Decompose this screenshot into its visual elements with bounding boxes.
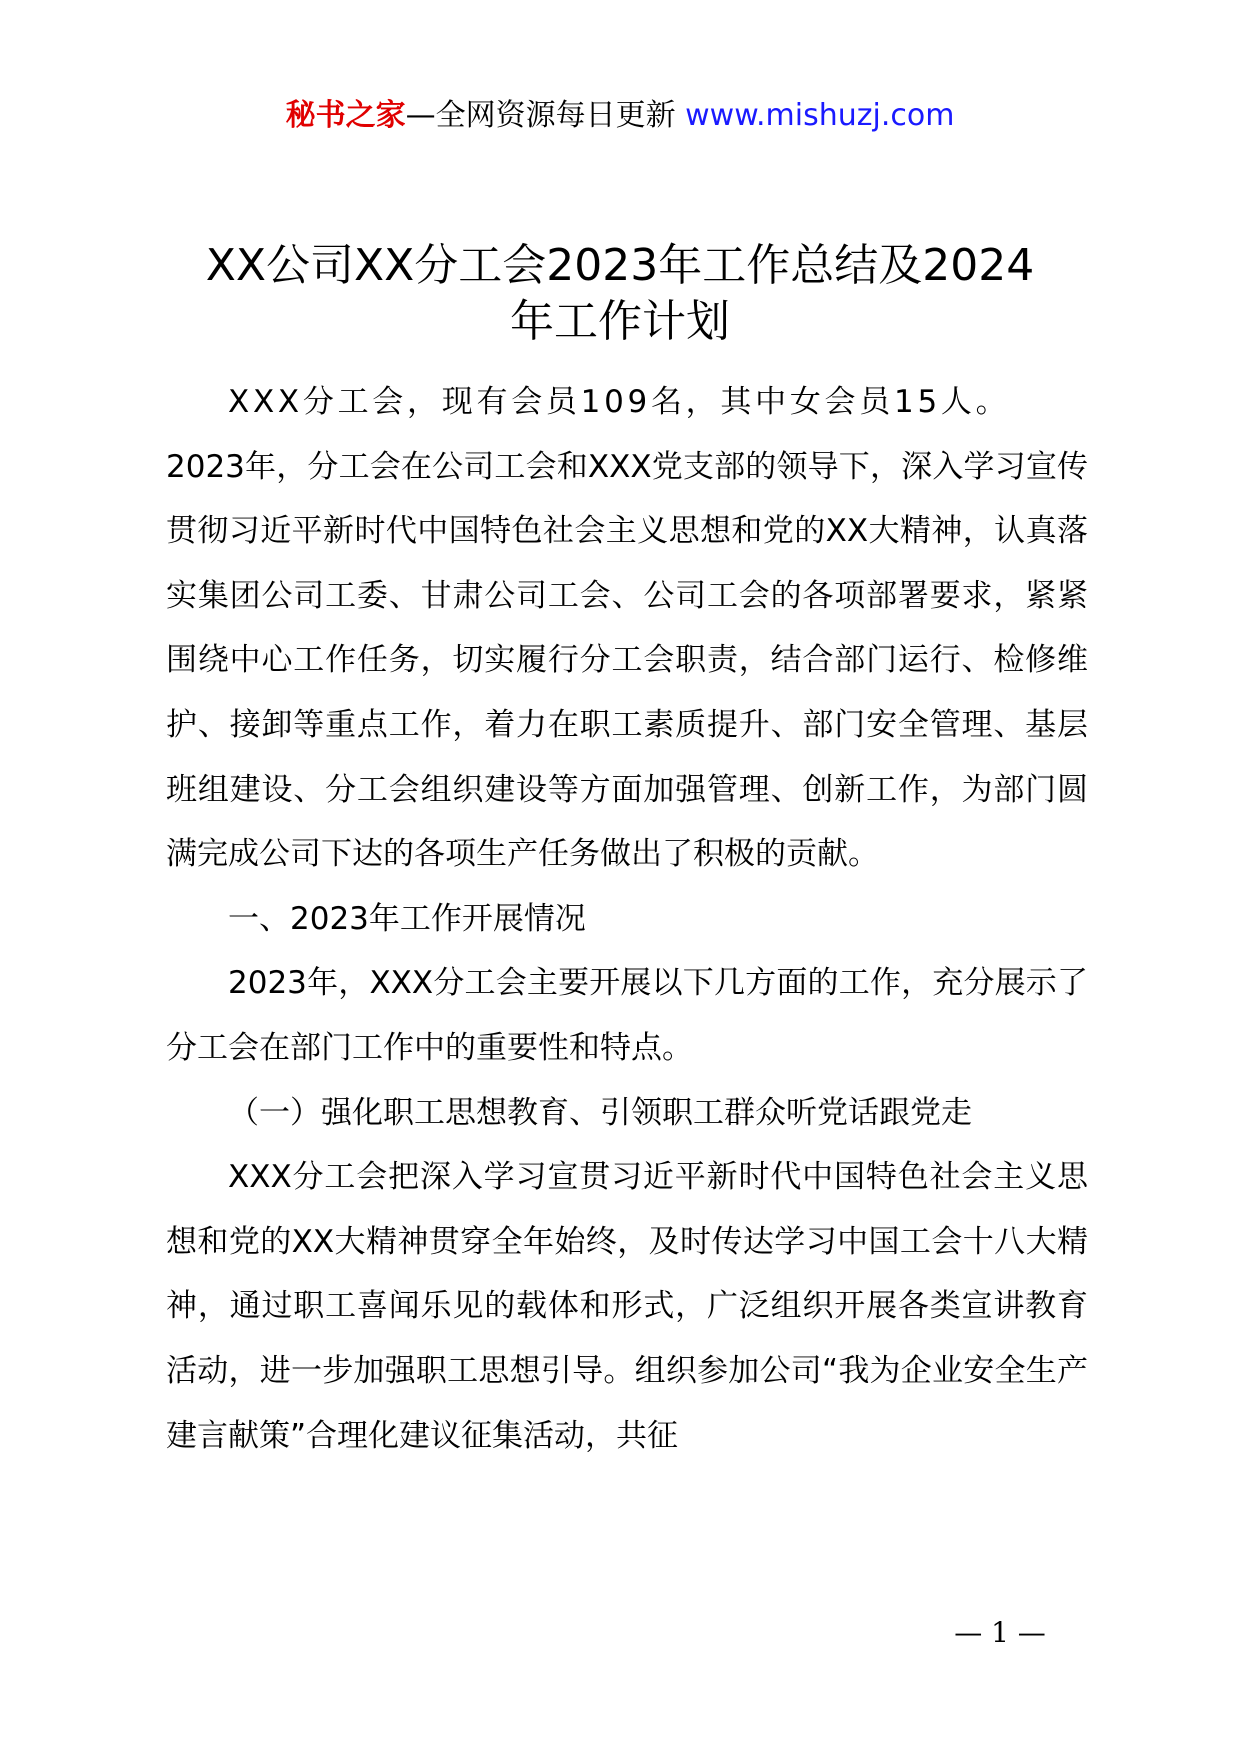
site-header [0,96,1240,136]
intro-first-line: XXX分工会，现有会员109名，其中女会员15人。 [228,384,1011,420]
document-body [166,370,1088,1468]
intro-paragraph: 2023年，分工会在公司工会和XXX党支部的领导下，深入学习宣传贯彻习近平新时代中国特色社会主义思想和党的XX大精神，认真落实集团公司工委、甘肃公司工会、公司工会的各项部署要求，紧紧围绕中心工作任务，切实履行分工会职责，结合部门运行、检修维护、接卸等重点工作，着力在职工素质提升、部门安全管理、基层班组建设、分工会组织建设等方面加强管理、创新工作，为部门圆满完成公司下达的各项生产任务做出了积极的贡献。 [166,448,1088,873]
title-line-2: 年工作计划 [510,296,730,347]
section-1-paragraph: 2023年，XXX分工会主要开展以下几方面的工作，充分展示了分工会在部门工作中的重要性和特点。 [166,965,1088,1066]
subsection-1-heading: （一）强化职工思想教育、引领职工群众听党话跟党走 [228,1094,972,1131]
subsection-1-paragraph: XXX分工会把深入学习宣贯习近平新时代中国特色社会主义思想和党的XX大精神贯穿全年始终，及时传达学习中国工会十八大精神，通过职工喜闻乐见的载体和形式，广泛组织开展各类宣讲教育活动，进一步加强职工思想引导。组织参加公司“我为企业安全生产建言献策”合理化建议征集活动，共征 [166,1159,1088,1454]
header-slogan: —全网资源每日更新 [405,98,676,133]
document-title [150,238,1090,350]
section-1-heading: 一、2023年工作开展情况 [228,900,586,937]
page-number: — 1 — [954,1616,1046,1649]
brand-name: 秘书之家 [285,98,406,133]
title-line-1: XX公司XX分工会2023年工作总结及2024 [205,240,1035,291]
site-url-link[interactable]: www.mishuzj.com [685,98,955,133]
